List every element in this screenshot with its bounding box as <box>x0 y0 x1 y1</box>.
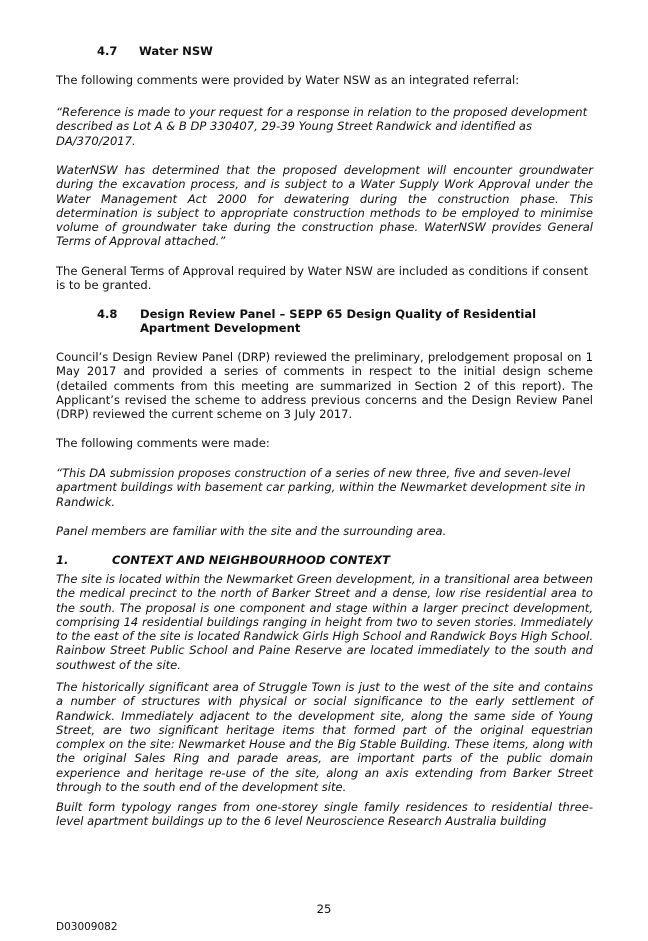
drp-paragraph: Council’s Design Review Panel (DRP) reviewed the preliminary, prelodgement proposal on 1 May 2017 and provided a series of comments in respect to the initial design scheme (detailed comments from this meeting are summarized in Section 2 of this report). The Applicant’s revised the scheme to address previous concerns and the Design Review Panel (DRP) reviewed the current scheme on 3 July 2017. <box>56 350 593 422</box>
page-number: 25 <box>316 902 332 916</box>
section-number: 4.8 <box>97 307 118 321</box>
context-paragraph-2: The historically significant area of Struggle Town is just to the west of the site and contains a number of structures with physical or social significance to the early settlement of Randwick. Immediately adjacent to the development site, along the same side of Young Street, are two significant heritage items that formed part of the original equestrian complex on the site: Newmarket House and the Big Stable Building. These items, along with the original Sales Ring and parade areas, are important parts of the public domain experience and heritage re-use of the site, along an axis extending from Barker Street through to the south end of the development site. <box>56 680 593 795</box>
context-heading <box>56 553 593 567</box>
water-nsw-closing: The General Terms of Approval required by Water NSW are included as conditions if consent is to be granted. <box>56 264 589 293</box>
context-paragraph-1: The site is located within the Newmarket Green development, in a transitional area between the medical precinct to the north of Barker Street and a dense, low rise residential area to the south. The proposal is one component and stage within a larger precinct development, comprising 14 residential buildings ranging in height from two to seven stories. Immediately to the east of the site is located Randwick Girls High School and Randwick Boys High School. Rainbow Street Public School and Paine Reserve are located immediately to the south and southwest of the site. <box>56 572 593 672</box>
water-nsw-quote-2: WaterNSW has determined that the proposed development will encounter groundwater during the excavation process, and is subject to a Water Supply Work Approval under the Water Management Act 2000 for dewatering during the construction phase. This determination is subject to appropriate construction methods to be employed to minimise volume of groundwater take during the construction phase. WaterNSW provides General Terms of Approval attached.” <box>56 163 593 249</box>
context-number: 1. <box>56 553 69 567</box>
context-title: CONTEXT AND NEIGHBOURHOOD CONTEXT <box>112 553 390 567</box>
section-4-8-heading <box>97 307 577 336</box>
section-4-7-heading <box>97 44 213 58</box>
section-title: Water NSW <box>139 44 213 58</box>
context-paragraph-3: Built form typology ranges from one-storey single family residences to residential three-level apartment buildings up to the 6 level Neuroscience Research Australia building <box>56 800 593 829</box>
section-title: Design Review Panel – SEPP 65 Design Quality of Residential Apartment Development <box>140 307 537 336</box>
document-reference: D03009082 <box>56 921 118 933</box>
section-number: 4.7 <box>97 44 118 58</box>
water-nsw-quote-1: “Reference is made to your request for a response in relation to the proposed development described as Lot A & B DP 330407, 29-39 Young Street Randwick and identified as DA/370/2017. <box>56 105 588 148</box>
drp-quote-2: Panel members are familiar with the site and the surrounding area. <box>56 524 447 538</box>
water-nsw-intro: The following comments were provided by Water NSW as an integrated referral: <box>56 73 520 87</box>
drp-comments-intro: The following comments were made: <box>56 436 270 450</box>
drp-quote-1: “This DA submission proposes construction of a series of new three, five and seven-level apartment buildings with basement car parking, within the Newmarket development site in Randwick. <box>56 466 586 509</box>
